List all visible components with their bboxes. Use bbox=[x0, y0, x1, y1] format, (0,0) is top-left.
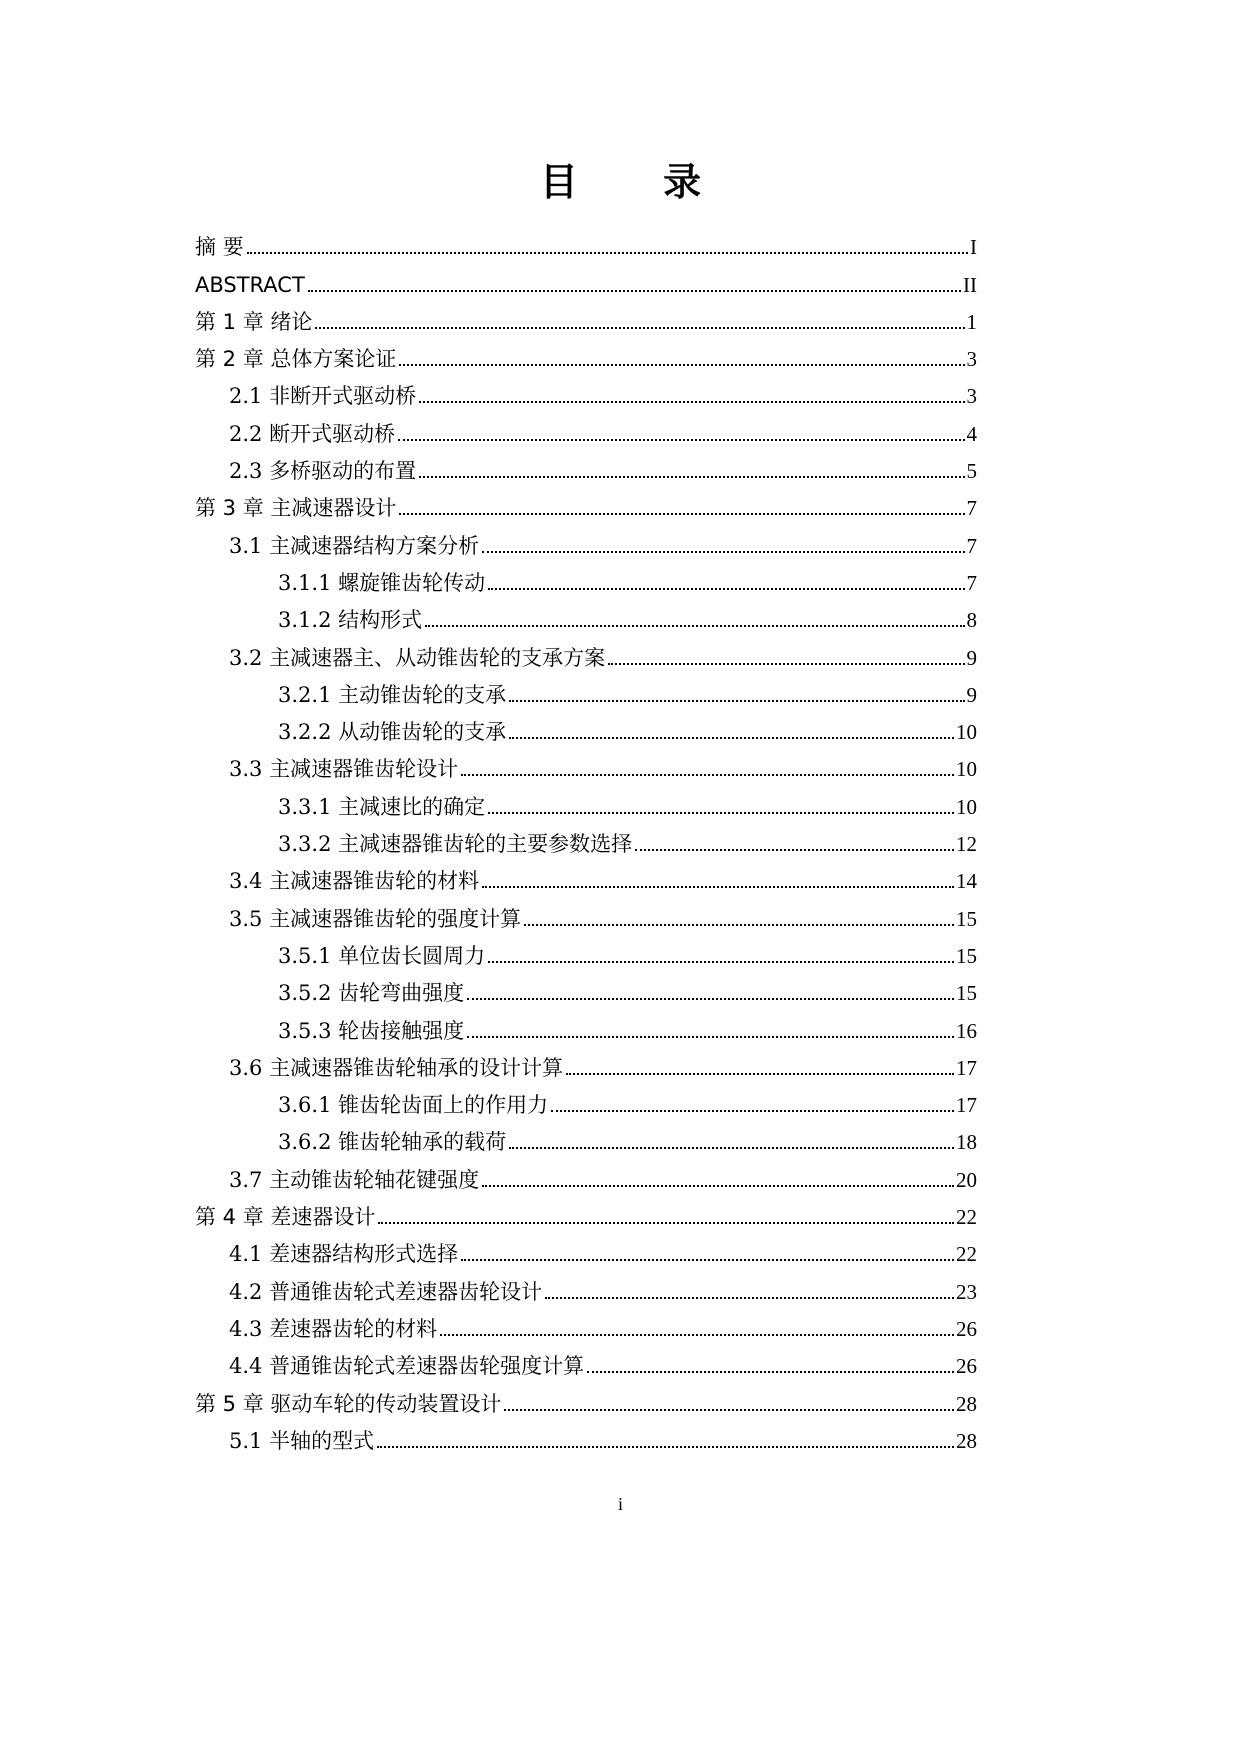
toc-entry[interactable] bbox=[195, 1267, 977, 1304]
toc-entry-label: 4.2 普通锥齿轮式差速器齿轮设计 bbox=[229, 1279, 543, 1304]
dot-leader bbox=[524, 924, 954, 926]
toc-entry-page-number: 10 bbox=[956, 720, 977, 745]
dot-leader bbox=[247, 252, 968, 254]
toc-entry-page-number: 1 bbox=[966, 309, 977, 334]
toc-entry-page-number: 10 bbox=[956, 794, 977, 819]
dot-leader bbox=[419, 401, 964, 403]
toc-entry-page-number: 28 bbox=[956, 1391, 977, 1416]
toc-entry-page-number: 20 bbox=[956, 1167, 977, 1192]
toc-entry-page-number: 17 bbox=[956, 1093, 977, 1118]
toc-entry-page-number: 7 bbox=[966, 496, 977, 521]
dot-leader bbox=[482, 1185, 954, 1187]
dot-leader bbox=[467, 998, 954, 1000]
toc-entry-page-number: 9 bbox=[966, 645, 977, 670]
toc-entry[interactable] bbox=[195, 596, 977, 633]
toc-entry-label: ABSTRACT bbox=[195, 272, 305, 297]
toc-entry-page-number: 4 bbox=[966, 421, 977, 446]
dot-leader bbox=[461, 1259, 954, 1261]
toc-entry[interactable] bbox=[195, 1118, 977, 1155]
toc-entry-page-number: 8 bbox=[966, 608, 977, 633]
toc-entry-page-number: 3 bbox=[966, 384, 977, 409]
toc-entry-page-number: 12 bbox=[956, 832, 977, 857]
toc-entry[interactable] bbox=[195, 298, 977, 335]
toc-entry-label: 3.7 主动锥齿轮轴花键强度 bbox=[229, 1167, 480, 1192]
page-number: i bbox=[617, 1494, 623, 1514]
dot-leader bbox=[308, 290, 961, 292]
toc-entry[interactable] bbox=[195, 447, 977, 484]
toc-entry-page-number: 3 bbox=[966, 347, 977, 372]
toc-entry[interactable] bbox=[195, 671, 977, 708]
toc-entry-label: 3.2 主减速器主、从动锥齿轮的支承方案 bbox=[229, 645, 606, 670]
toc-entry-page-number: 14 bbox=[956, 869, 977, 894]
dot-leader bbox=[419, 476, 964, 478]
toc-entry[interactable] bbox=[195, 1193, 977, 1230]
toc-entry[interactable] bbox=[195, 484, 977, 521]
toc-entry-page-number: 22 bbox=[956, 1242, 977, 1267]
toc-entry[interactable] bbox=[195, 1155, 977, 1192]
toc-entry-label: 第 2 章 总体方案论证 bbox=[195, 347, 397, 372]
toc-entry-page-number: I bbox=[970, 235, 977, 260]
toc-title: 目 录 bbox=[539, 160, 738, 204]
toc-entry-page-number: 22 bbox=[956, 1205, 977, 1230]
dot-leader bbox=[425, 625, 964, 627]
toc-entry-label: 3.1 主减速器结构方案分析 bbox=[229, 533, 480, 558]
toc-entry-label: 3.2.2 从动锥齿轮的支承 bbox=[278, 720, 507, 745]
toc-entry[interactable] bbox=[195, 894, 977, 931]
toc-entry-page-number: 26 bbox=[956, 1354, 977, 1379]
toc-entry-page-number: II bbox=[963, 272, 977, 297]
toc-entry-label: 2.3 多桥驱动的布置 bbox=[229, 459, 417, 484]
dot-leader bbox=[399, 364, 964, 366]
toc-entry-label: 3.5.3 轮齿接触强度 bbox=[278, 1018, 465, 1043]
toc-entry-label: 3.3.1 主减速比的确定 bbox=[278, 794, 486, 819]
toc-entry-label: 3.5.2 齿轮弯曲强度 bbox=[278, 981, 465, 1006]
toc-entry-page-number: 17 bbox=[956, 1055, 977, 1080]
toc-entry-page-number: 16 bbox=[956, 1018, 977, 1043]
toc-entry[interactable] bbox=[195, 1417, 977, 1454]
toc-entry-label: 3.6 主减速器锥齿轮轴承的设计计算 bbox=[229, 1055, 564, 1080]
toc-entry-label: 第 5 章 驱动车轮的传动装置设计 bbox=[195, 1391, 502, 1416]
toc-entry[interactable] bbox=[195, 335, 977, 372]
toc-entry-label: 3.1.1 螺旋锥齿轮传动 bbox=[278, 570, 486, 595]
toc-entry-page-number: 15 bbox=[956, 943, 977, 968]
dot-leader bbox=[509, 1147, 954, 1149]
toc-entry-label: 3.6.2 锥齿轮轴承的载荷 bbox=[278, 1130, 507, 1155]
toc-entry-label: 4.3 差速器齿轮的材料 bbox=[229, 1316, 438, 1341]
toc-entry[interactable] bbox=[195, 372, 977, 409]
toc-entry-label: 第 4 章 差速器设计 bbox=[195, 1205, 376, 1230]
toc-entry-label: 第 3 章 主减速器设计 bbox=[195, 496, 397, 521]
toc-list bbox=[195, 223, 977, 1454]
toc-entry[interactable] bbox=[195, 409, 977, 446]
dot-leader bbox=[608, 663, 964, 665]
toc-entry-label: 3.1.2 结构形式 bbox=[278, 608, 423, 633]
toc-entry[interactable] bbox=[195, 969, 977, 1006]
toc-entry[interactable] bbox=[195, 223, 977, 260]
dot-leader bbox=[635, 849, 954, 851]
dot-leader bbox=[566, 1073, 954, 1075]
toc-entry[interactable] bbox=[195, 1044, 977, 1081]
toc-entry[interactable] bbox=[195, 1081, 977, 1118]
toc-entry-label: 4.1 差速器结构形式选择 bbox=[229, 1242, 459, 1267]
toc-entry-page-number: 9 bbox=[966, 682, 977, 707]
toc-entry[interactable] bbox=[195, 1379, 977, 1416]
toc-entry[interactable] bbox=[195, 633, 977, 670]
dot-leader bbox=[315, 327, 964, 329]
dot-leader bbox=[467, 1036, 954, 1038]
toc-entry[interactable] bbox=[195, 1342, 977, 1379]
toc-entry-label: 3.5.1 单位齿长圆周力 bbox=[278, 943, 486, 968]
dot-leader bbox=[440, 1334, 954, 1336]
toc-entry-page-number: 7 bbox=[966, 570, 977, 595]
dot-leader bbox=[488, 961, 954, 963]
toc-entry-label: 3.6.1 锥齿轮齿面上的作用力 bbox=[278, 1093, 549, 1118]
toc-entry[interactable] bbox=[195, 559, 977, 596]
toc-entry-label: 3.4 主减速器锥齿轮的材料 bbox=[229, 869, 480, 894]
toc-entry-label: 2.2 断开式驱动桥 bbox=[229, 421, 396, 446]
toc-entry[interactable] bbox=[195, 1305, 977, 1342]
toc-entry-page-number: 18 bbox=[956, 1130, 977, 1155]
toc-entry-label: 3.3.2 主减速器锥齿轮的主要参数选择 bbox=[278, 832, 633, 857]
dot-leader bbox=[504, 1409, 954, 1411]
dot-leader bbox=[461, 774, 954, 776]
dot-leader bbox=[545, 1297, 954, 1299]
toc-entry[interactable] bbox=[195, 932, 977, 969]
dot-leader bbox=[482, 551, 964, 553]
dot-leader bbox=[377, 1446, 954, 1448]
toc-entry[interactable] bbox=[195, 782, 977, 819]
dot-leader bbox=[488, 812, 954, 814]
toc-entry-page-number: 15 bbox=[956, 981, 977, 1006]
toc-entry-page-number: 15 bbox=[956, 906, 977, 931]
toc-entry[interactable] bbox=[195, 1230, 977, 1267]
dot-leader bbox=[488, 588, 964, 590]
toc-entry-page-number: 7 bbox=[966, 533, 977, 558]
dot-leader bbox=[482, 886, 954, 888]
toc-entry[interactable] bbox=[195, 1006, 977, 1043]
toc-entry[interactable] bbox=[195, 708, 977, 745]
dot-leader bbox=[509, 700, 964, 702]
dot-leader bbox=[587, 1371, 954, 1373]
toc-entry[interactable] bbox=[195, 745, 977, 782]
dot-leader bbox=[399, 513, 964, 515]
dot-leader bbox=[378, 1222, 954, 1224]
toc-entry-page-number: 10 bbox=[956, 757, 977, 782]
toc-entry-page-number: 26 bbox=[956, 1316, 977, 1341]
toc-entry-label: 3.5 主减速器锥齿轮的强度计算 bbox=[229, 906, 522, 931]
toc-entry-page-number: 5 bbox=[966, 459, 977, 484]
toc-entry[interactable] bbox=[195, 820, 977, 857]
toc-entry-page-number: 28 bbox=[956, 1428, 977, 1453]
toc-entry-label: 3.3 主减速器锥齿轮设计 bbox=[229, 757, 459, 782]
toc-entry-label: 5.1 半轴的型式 bbox=[229, 1428, 375, 1453]
toc-entry-label: 3.2.1 主动锥齿轮的支承 bbox=[278, 682, 507, 707]
toc-entry-page-number: 23 bbox=[956, 1279, 977, 1304]
toc-entry-label: 4.4 普通锥齿轮式差速器齿轮强度计算 bbox=[229, 1354, 585, 1379]
dot-leader bbox=[551, 1110, 954, 1112]
toc-entry-label: 第 1 章 绪论 bbox=[195, 309, 313, 334]
dot-leader bbox=[509, 737, 954, 739]
toc-entry[interactable] bbox=[195, 260, 977, 297]
toc-entry[interactable] bbox=[195, 521, 977, 558]
toc-entry-label: 2.1 非断开式驱动桥 bbox=[229, 384, 417, 409]
toc-entry[interactable] bbox=[195, 857, 977, 894]
toc-entry-label: 摘 要 bbox=[195, 235, 244, 260]
dot-leader bbox=[398, 439, 964, 441]
